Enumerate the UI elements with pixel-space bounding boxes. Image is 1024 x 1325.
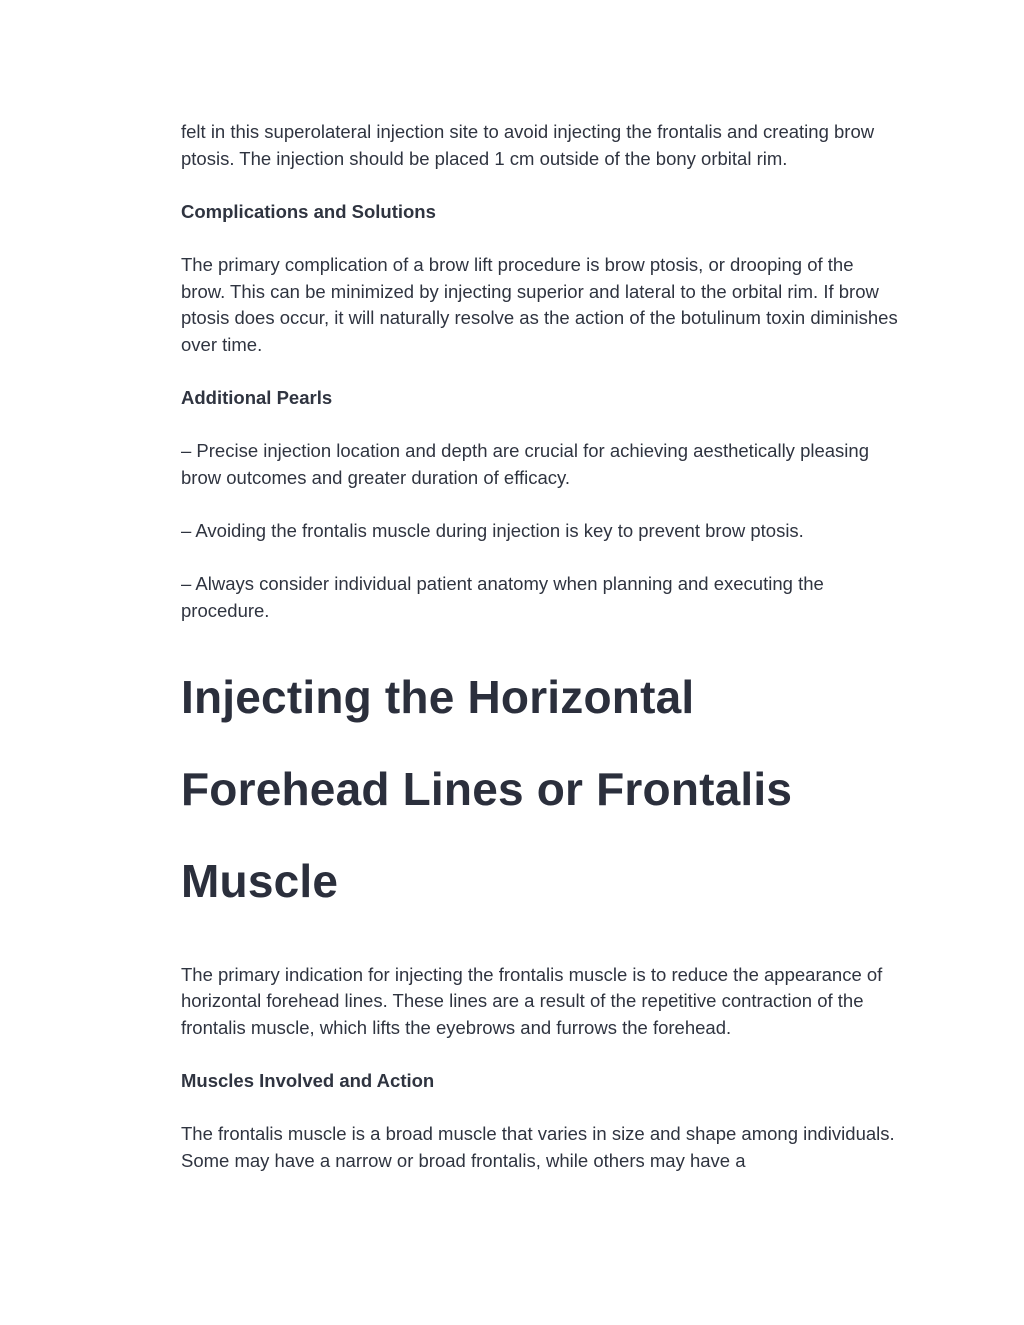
- paragraph-complications: The primary complication of a brow lift procedure is brow ptosis, or drooping of the brow. This can be minimized by injecting superior and lateral to the orbital rim. If brow ptosis does occur, it will naturally resolve as the action of the botulinum toxin diminishes over time.: [181, 253, 898, 355]
- subheading-muscles-involved: Muscles Involved and Action: [181, 1070, 435, 1092]
- section-heading: Injecting the Horizontal Forehead Lines or Frontalis Muscle: [181, 670, 793, 907]
- subheading-additional-pearls: Additional Pearls: [181, 386, 333, 408]
- pearl-item: – Avoiding the frontalis muscle during injection is key to prevent brow ptosis.: [181, 519, 804, 541]
- subheading-complications: Complications and Solutions: [181, 200, 436, 222]
- pearl-item: – Always consider individual patient anatomy when planning and executing the procedure.: [181, 573, 824, 621]
- paragraph-frontalis-indication: The primary indication for injecting the frontalis muscle is to reduce the appearance of horizontal forehead lines. These lines are a result of the repetitive contraction of the frontalis muscle, which lifts the eyebrows and furrows the forehead.: [181, 963, 883, 1039]
- document-page: [181, 119, 901, 1201]
- pearl-item: – Precise injection location and depth are crucial for achieving aesthetically pleasing brow outcomes and greater duration of efficacy.: [181, 440, 869, 488]
- paragraph-frontalis-muscle: The frontalis muscle is a broad muscle that varies in size and shape among individuals. Some may have a narrow or broad frontalis, while others may have a: [181, 1123, 895, 1172]
- paragraph-injection-site: felt in this superolateral injection site to avoid injecting the frontalis and creating brow ptosis. The injection should be placed 1 cm outside of the bony orbital rim.: [181, 121, 875, 169]
